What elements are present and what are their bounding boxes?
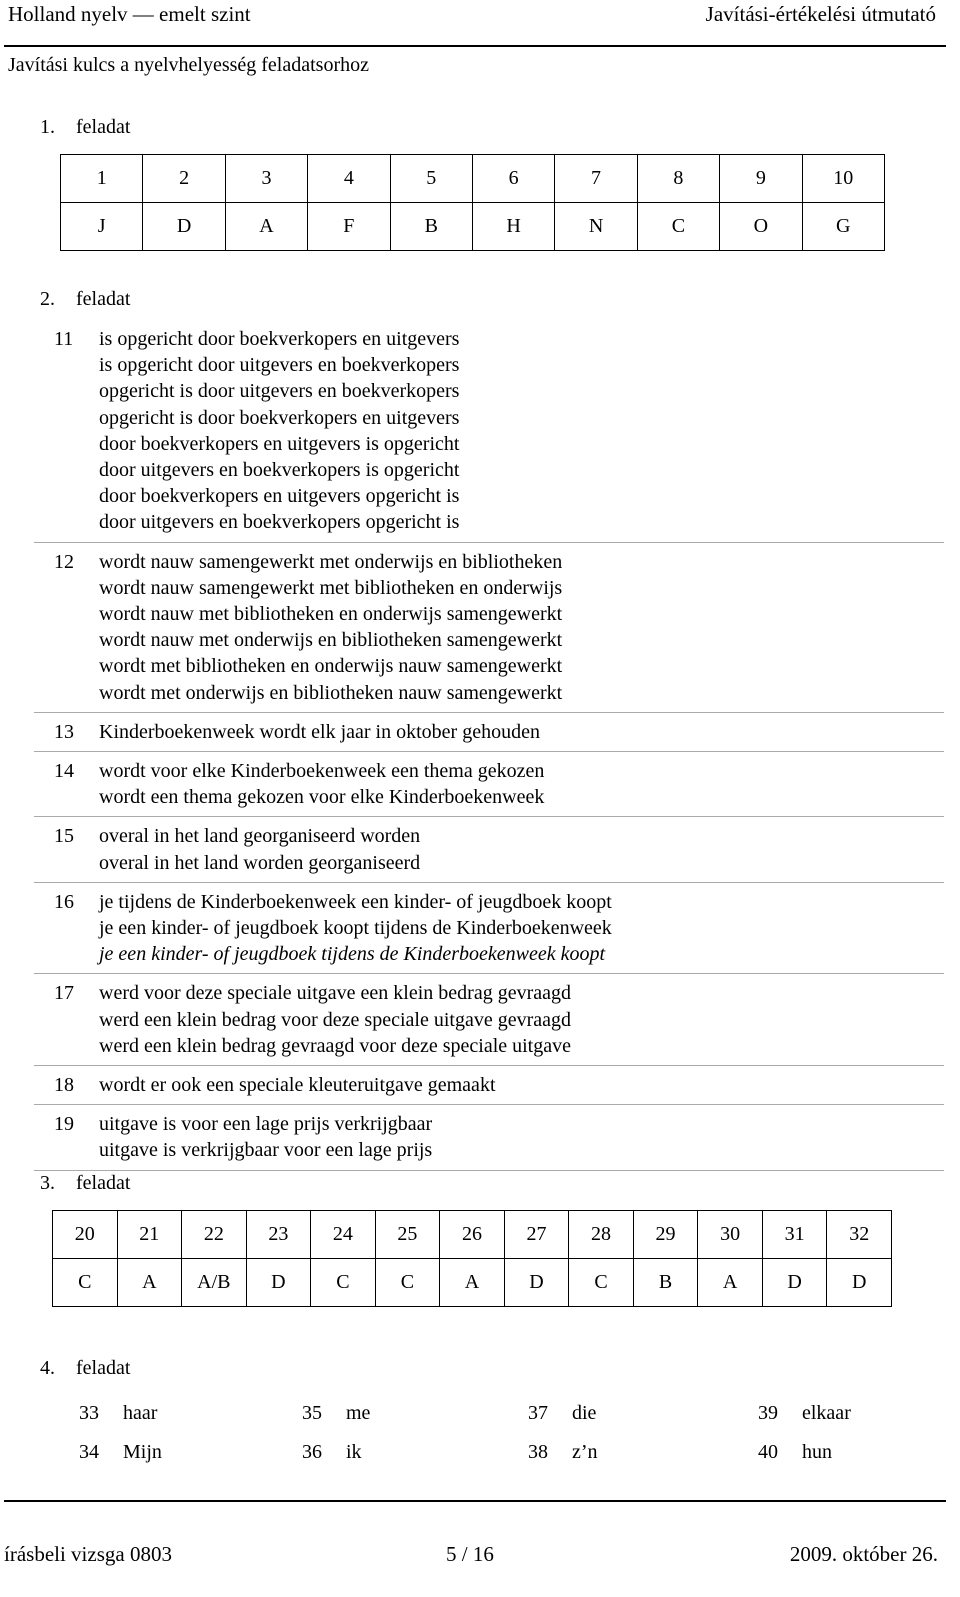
task2-item — [34, 543, 944, 713]
task3-answer-cell: C — [311, 1259, 376, 1307]
task2-item-answers — [99, 823, 944, 875]
task2-item-answers — [99, 889, 944, 968]
task3-answer-cell: A — [117, 1259, 182, 1307]
task2-item — [34, 974, 944, 1066]
task1-answer-cell: C — [637, 203, 719, 251]
task2-item-answers — [99, 549, 944, 706]
task4-item-word: ik — [346, 1441, 362, 1463]
task4-item-word: me — [346, 1402, 371, 1424]
task1-column-number: 10 — [802, 155, 884, 203]
task2-item-number: 15 — [54, 825, 74, 848]
task2-item-answers — [99, 1072, 944, 1098]
task3-answer-cell: D — [762, 1259, 827, 1307]
footer-page-number: 5 / 16 — [446, 1542, 494, 1566]
task1-column-number: 6 — [472, 155, 554, 203]
task1-answer-cell: O — [720, 203, 802, 251]
task3-column-number: 24 — [311, 1211, 376, 1259]
task3-column-number: 22 — [182, 1211, 247, 1259]
task2-answer-line: wordt met onderwijs en bibliotheken nauw samengewerkt — [99, 681, 563, 704]
task3-answer-cell: D — [827, 1259, 892, 1307]
task3-column-number: 27 — [504, 1211, 569, 1259]
task2-answer-line: wordt een thema gekozen voor elke Kinderboekenweek — [99, 786, 545, 809]
task3-column-number: 20 — [53, 1211, 118, 1259]
task3-answer-table — [52, 1210, 892, 1307]
task2-item — [34, 752, 944, 817]
task2-answer-line: opgericht is door uitgevers en boekverkopers — [99, 380, 460, 403]
task1-title: feladat — [76, 116, 131, 138]
header-left: Holland nyelv — emelt szint — [8, 2, 251, 26]
task3-column-number: 32 — [827, 1211, 892, 1259]
task1-answer-cell: G — [802, 203, 884, 251]
task3-column-number: 31 — [762, 1211, 827, 1259]
task1-column-number: 7 — [555, 155, 637, 203]
task1-column-number: 3 — [225, 155, 307, 203]
task2-answer-line: is opgericht door uitgevers en boekverkopers — [99, 354, 460, 377]
task3-column-number: 23 — [246, 1211, 311, 1259]
footer-rule — [4, 1500, 946, 1502]
header-rule — [4, 45, 946, 47]
page-subtitle: Javítási kulcs a nyelvhelyesség feladatsorhoz — [8, 54, 369, 76]
task1-column-number: 2 — [143, 155, 225, 203]
task2-item-number: 18 — [54, 1074, 74, 1097]
header-right: Javítási-értékelési útmutató — [705, 2, 936, 26]
task2-number: 2. — [40, 288, 55, 310]
task3-number: 3. — [40, 1172, 55, 1194]
task4-item-word: elkaar — [802, 1402, 851, 1424]
task2-item-answers — [99, 980, 944, 1059]
task2-answer-list — [34, 326, 944, 1171]
task4-item-number: 37 — [528, 1402, 548, 1424]
task3-answer-cell: C — [569, 1259, 634, 1307]
task2-answer-line: je een kinder- of jeugdboek koopt tijdens de Kinderboekenweek — [99, 917, 612, 940]
task3-title: feladat — [76, 1172, 131, 1194]
task2-item — [34, 713, 944, 752]
task1-column-number: 4 — [308, 155, 390, 203]
task2-answer-line: werd een klein bedrag gevraagd voor deze speciale uitgave — [99, 1034, 571, 1057]
task3-column-number: 21 — [117, 1211, 182, 1259]
task3-column-number: 29 — [633, 1211, 698, 1259]
task2-item — [34, 883, 944, 975]
task2-answer-line: uitgave is verkrijgbaar voor een lage prijs — [99, 1139, 433, 1162]
task1-column-number: 9 — [720, 155, 802, 203]
task2-answer-line: wordt nauw samengewerkt met bibliotheken en onderwijs — [99, 576, 563, 599]
task3-column-number: 25 — [375, 1211, 440, 1259]
task4-title: feladat — [76, 1357, 131, 1379]
task2-answer-line: je tijdens de Kinderboekenweek een kinder- of jeugdboek koopt — [99, 890, 612, 913]
task3-heading — [40, 1172, 130, 1195]
task2-answer-line: wordt met bibliotheken en onderwijs nauw samengewerkt — [99, 655, 563, 678]
task4-item-word: die — [572, 1402, 597, 1424]
task2-answer-line: wordt er ook een speciale kleuteruitgave gemaakt — [99, 1074, 496, 1097]
task3-column-number: 26 — [440, 1211, 505, 1259]
task1-answer-cell: H — [472, 203, 554, 251]
task3-column-number: 30 — [698, 1211, 763, 1259]
task2-answer-line: door boekverkopers en uitgevers opgericht is — [99, 485, 460, 508]
task4-heading — [40, 1357, 130, 1380]
task1-column-number: 5 — [390, 155, 472, 203]
task2-item — [34, 1066, 944, 1105]
task2-answer-line: wordt nauw samengewerkt met onderwijs en bibliotheken — [99, 550, 563, 573]
task2-item-number: 14 — [54, 760, 74, 783]
task2-answer-line: uitgave is voor een lage prijs verkrijgbaar — [99, 1113, 433, 1136]
task3-answer-cell: A — [440, 1259, 505, 1307]
task4-item-number: 33 — [79, 1402, 99, 1424]
task3-column-number: 28 — [569, 1211, 634, 1259]
task4-item-word: hun — [802, 1441, 832, 1463]
task4-item-number: 34 — [79, 1441, 99, 1463]
task2-item-number: 16 — [54, 890, 74, 913]
task2-answer-line: door boekverkopers en uitgevers is opgericht — [99, 432, 460, 455]
task4-item-number: 35 — [302, 1402, 322, 1424]
task2-item — [34, 817, 944, 882]
task2-heading — [40, 288, 130, 311]
task3-answer-cell: A — [698, 1259, 763, 1307]
task2-answer-line: overal in het land georganiseerd worden — [99, 825, 421, 848]
task2-title: feladat — [76, 288, 131, 310]
task4-item-word: haar — [123, 1402, 158, 1424]
task1-answer-cell: J — [61, 203, 143, 251]
task2-item-answers — [99, 326, 944, 536]
task1-column-number: 1 — [61, 155, 143, 203]
task3-answer-cell: B — [633, 1259, 698, 1307]
task4-item-number: 38 — [528, 1441, 548, 1463]
task4-item-word: Mijn — [123, 1441, 162, 1463]
task4-number: 4. — [40, 1357, 55, 1379]
task1-answer-cell: N — [555, 203, 637, 251]
task1-number: 1. — [40, 116, 55, 138]
task2-answer-line: werd voor deze speciale uitgave een klein bedrag gevraagd — [99, 982, 571, 1005]
task2-item-number: 19 — [54, 1113, 74, 1136]
task2-item — [34, 1105, 944, 1170]
task2-item-number: 13 — [54, 720, 74, 743]
task4-item-word: z’n — [572, 1441, 598, 1463]
task2-answer-line: door uitgevers en boekverkopers is opgericht — [99, 459, 460, 482]
task3-answer-cell: A/B — [182, 1259, 247, 1307]
task3-answer-cell: D — [246, 1259, 311, 1307]
task2-answer-line: wordt voor elke Kinderboekenweek een thema gekozen — [99, 760, 545, 783]
task1-answer-cell: F — [308, 203, 390, 251]
task2-item — [34, 326, 944, 543]
task3-answer-cell: C — [375, 1259, 440, 1307]
task2-answer-line: werd een klein bedrag voor deze speciale uitgave gevraagd — [99, 1008, 571, 1031]
task2-item-answers — [99, 758, 944, 810]
task2-item-answers — [99, 1111, 944, 1163]
task3-answer-cell: C — [53, 1259, 118, 1307]
task2-answer-line: Kinderboekenweek wordt elk jaar in oktober gehouden — [99, 720, 540, 743]
task2-answer-line: is opgericht door boekverkopers en uitgevers — [99, 328, 460, 350]
task1-heading — [40, 116, 130, 139]
task1-answer-cell: B — [390, 203, 472, 251]
task4-item-number: 40 — [758, 1441, 778, 1463]
task1-answer-cell: D — [143, 203, 225, 251]
task2-item-answers — [99, 719, 944, 745]
task3-answer-cell: D — [504, 1259, 569, 1307]
footer-date: 2009. október 26. — [789, 1542, 938, 1566]
task2-answer-line: wordt nauw met onderwijs en bibliotheken samengewerkt — [99, 629, 563, 652]
task2-answer-line: wordt nauw met bibliotheken en onderwijs samengewerkt — [99, 603, 563, 626]
task1-column-number: 8 — [637, 155, 719, 203]
task4-item-number: 36 — [302, 1441, 322, 1463]
task2-item-number: 12 — [54, 550, 74, 573]
task2-item-number: 17 — [54, 982, 74, 1005]
task2-answer-line: je een kinder- of jeugdboek tijdens de Kinderboekenweek koopt — [99, 943, 606, 966]
task2-answer-line: opgericht is door boekverkopers en uitgevers — [99, 406, 460, 429]
footer-left: írásbeli vizsga 0803 — [4, 1542, 172, 1566]
task2-answer-line: door uitgevers en boekverkopers opgericht is — [99, 511, 460, 534]
task2-answer-line: overal in het land worden georganiseerd — [99, 851, 421, 874]
task1-answer-table — [60, 154, 885, 251]
task2-item-number: 11 — [54, 328, 74, 350]
task1-answer-cell: A — [225, 203, 307, 251]
task4-item-number: 39 — [758, 1402, 778, 1424]
